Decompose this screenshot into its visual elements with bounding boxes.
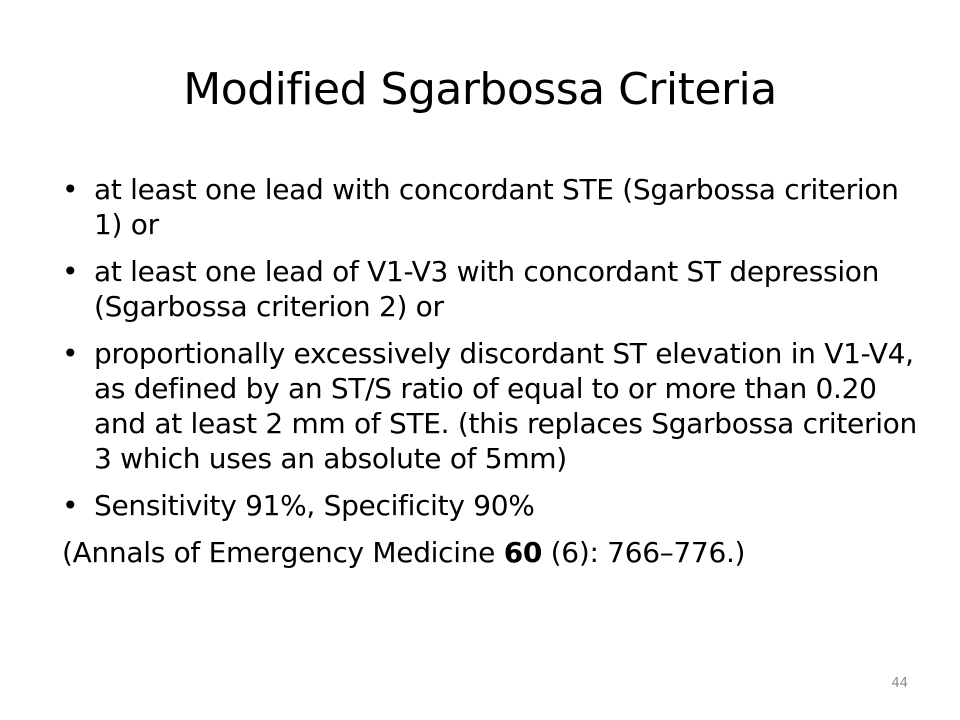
citation [62, 535, 922, 570]
citation-suffix: (6): 766–776.) [542, 536, 746, 569]
bullet-icon: • [62, 173, 79, 206]
bullet-icon: • [62, 337, 79, 370]
bullet-item [62, 254, 922, 324]
citation-volume: 60 [503, 536, 543, 569]
bullet-item [62, 488, 922, 523]
slide-body [62, 172, 922, 570]
slide-title: Modified Sgarbossa Criteria [183, 64, 777, 115]
bullet-text: proportionally excessively discordant ST elevation in V1-V4, as defined by an ST/S ratio of equal to or more than 0.20 and at least 2 mm of STE. (this replaces Sgarbossa criterion 3 which uses an absolute of 5mm) [94, 337, 917, 475]
bullet-icon: • [62, 489, 79, 522]
bullet-item [62, 336, 922, 476]
citation-prefix: (Annals of Emergency Medicine [62, 536, 504, 569]
bullet-text: at least one lead with concordant STE (Sgarbossa criterion 1) or [94, 173, 899, 241]
bullet-text: at least one lead of V1-V3 with concordant ST depression (Sgarbossa criterion 2) or [94, 255, 880, 323]
bullet-text: Sensitivity 91%, Specificity 90% [94, 489, 535, 522]
bullet-list [62, 172, 922, 523]
bullet-item [62, 172, 922, 242]
page-number: 44 [891, 676, 908, 691]
bullet-icon: • [62, 255, 79, 288]
